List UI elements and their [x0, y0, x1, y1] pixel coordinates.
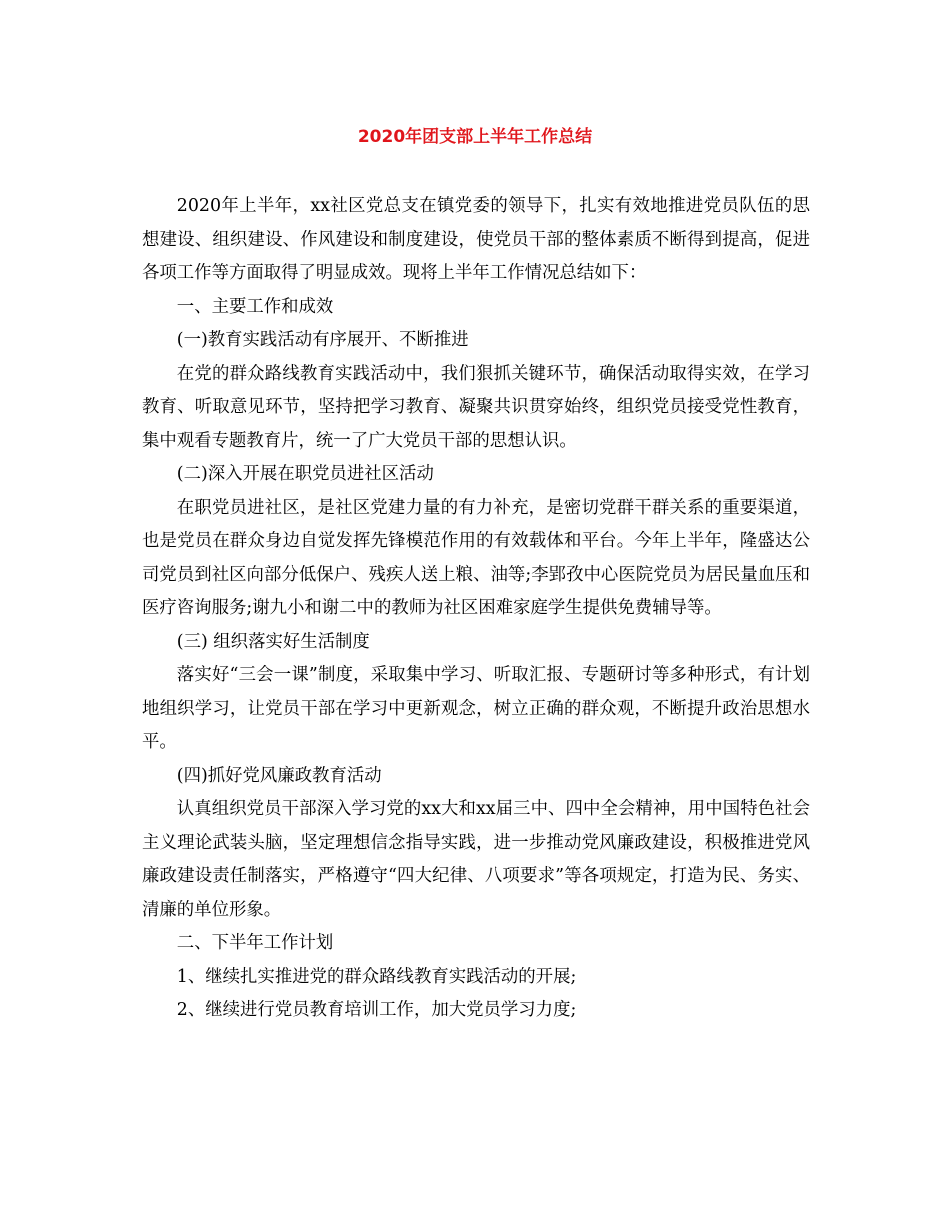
- paragraph-3: 落实好“三会一课”制度，采取集中学习、听取汇报、专题研讨等多种形式，有计划地组织学习，让党员干部在学习中更新观念，树立正确的群众观，不断提升政治思想水平。: [142, 665, 810, 752]
- heading-plan: 二、下半年工作计划: [176, 933, 334, 953]
- paragraph-1: 在党的群众路线教育实践活动中，我们狠抓关键环节，确保活动取得实效，在学习教育、听取意见环节，坚持把学习教育、凝聚共识贯穿始终，组织党员接受党性教育，集中观看专题教育片，统一了广大党员干部的思想认识。: [142, 363, 810, 451]
- document-title: 2020年团支部上半年工作总结: [357, 127, 593, 147]
- plan-item-1: 1、继续扎实推进党的群众路线教育实践活动的开展;: [176, 966, 577, 987]
- plan-item-2: 2、继续进行党员教育培训工作，加大党员学习力度;: [176, 1000, 577, 1020]
- subheading-4: (四)抓好党风廉政教育活动: [176, 765, 382, 786]
- paragraph-intro: 2020年上半年，xx社区党总支在镇党委的领导下，扎实有效地推进党员队伍的思想建设、组织建设、作风建设和制度建设，使党员干部的整体素质不断得到提高，促进各项工作等方面取得了明显成效。现将上半年工作情况总结如下：: [142, 196, 810, 283]
- subheading-3: (三) 组织落实好生活制度: [176, 631, 370, 652]
- subheading-2: (二)深入开展在职党员进社区活动: [176, 464, 434, 484]
- heading-main-work: 一、主要工作和成效: [176, 296, 334, 317]
- subheading-1: (一)教育实践活动有序展开、不断推进: [176, 330, 469, 350]
- paragraph-2: 在职党员进社区，是社区党建力量的有力补充，是密切党群干群关系的重要渠道，也是党员在群众身边自觉发挥先锋模范作用的有效载体和平台。今年上半年，隆盛达公司党员到社区向部分低保户、残疾人送上粮、油等;李郢孜中心医院党员为居民量血压和医疗咨询服务;谢九小和谢二中的教师为社区困难家庭学生提供免费辅导等。: [142, 497, 810, 618]
- document-body: [142, 190, 810, 1028]
- paragraph-4: 认真组织党员干部深入学习党的xx大和xx届三中、四中全会精神，用中国特色社会主义理论武装头脑，坚定理想信念指导实践，进一步推动党风廉政建设，积极推进党风廉政建设责任制落实，严格遵守“四大纪律、八项要求”等各项规定，打造为民、务实、清廉的单位形象。: [142, 799, 810, 920]
